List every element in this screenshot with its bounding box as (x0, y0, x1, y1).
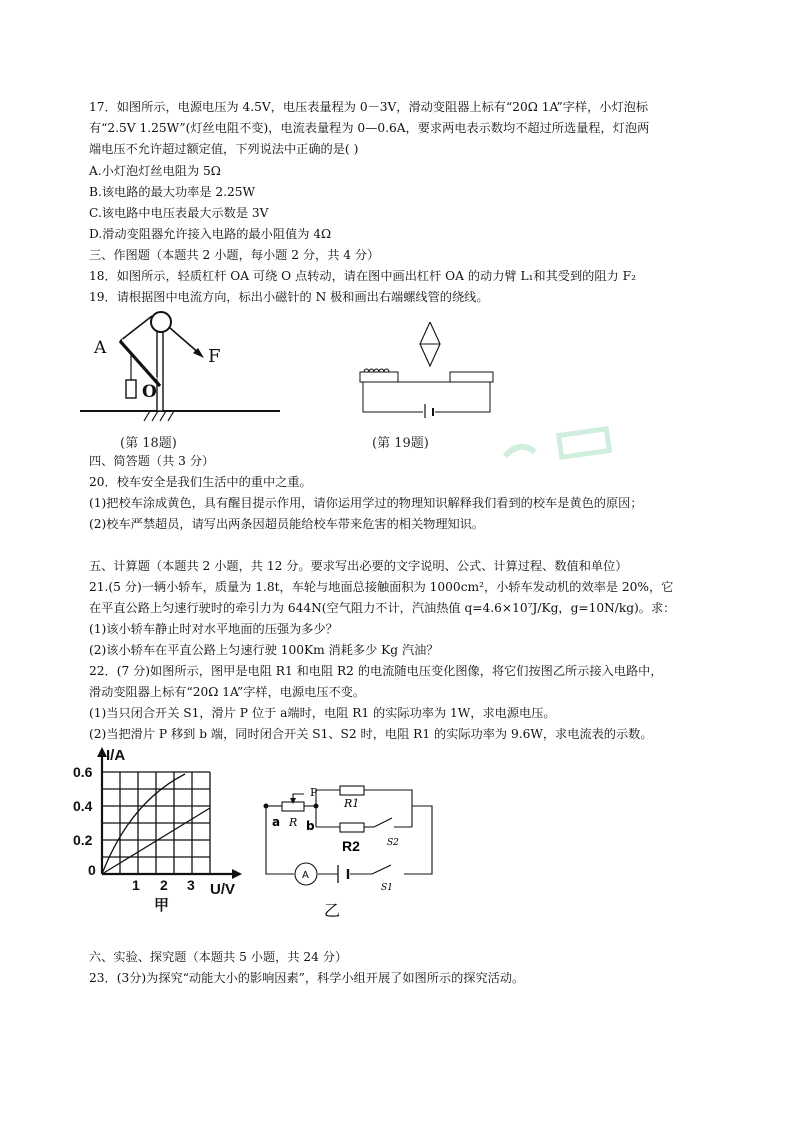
section-6-title: 六、实验、探究题（本题共 5 小题，共 24 分） (89, 950, 348, 964)
graph-ytick: 0.2 (73, 832, 93, 848)
section-3-title: 三、作图题（本题共 2 小题，每小题 2 分，共 4 分） (89, 248, 380, 262)
graph-ytick: 0.4 (73, 798, 93, 814)
figure-18-lever (80, 308, 280, 424)
q22-part2: (2)当把滑片 P 移到 b 端，同时闭合开关 S1、S2 时，电阻 R1 的实际功率为 9.6W，求电流表的示数。 (89, 727, 653, 741)
circuit-caption: 乙 (324, 901, 341, 920)
figure-18-caption: (第 18题) (120, 436, 177, 451)
circuit-label-b: b (306, 819, 315, 833)
q18-text: 18．如图所示，轻质杠杆 OA 可绕 O 点转动，请在图中画出杠杆 OA 的动力臂 L₁和其受到的阻力 F₂ (89, 269, 636, 283)
q23-text: 23．(3分)为探究“动能大小的影响因素”，科学小组开展了如图所示的探究活动。 (89, 971, 525, 985)
q19-text: 19．请根据图中电流方向，标出小磁针的 N 极和画出右端螺线管的绕线。 (89, 290, 489, 304)
graph-xtick: 1 (132, 877, 140, 893)
graph-xtick: 2 (160, 877, 168, 893)
q21-part1: (1)该小轿车静止时对水平地面的压强为多少？ (89, 622, 338, 636)
circuit-label-s2: S2 (387, 838, 399, 848)
circuit-label-r2: R2 (342, 838, 360, 854)
q22-part1: (1)当只闭合开关 S1，滑片 P 位于 a端时，电阻 R1 的实际功率为 1W，求电源电压。 (89, 706, 556, 720)
section-5-title: 五、计算题（本题共 2 小题，共 12 分。要求写出必要的文字说明、公式、计算过程、数值和单位） (89, 559, 628, 573)
circuit-label-a: a (272, 815, 281, 829)
q20-part1: (1)把校车涂成黄色，具有醒目提示作用，请你运用学过的物理知识解释我们看到的校车是黄色的原因； (89, 496, 643, 510)
watermark-logo (500, 424, 620, 464)
figure-19-solenoid (355, 322, 505, 418)
fig18-label-f: F (208, 346, 221, 367)
graph-jia (70, 744, 250, 914)
fig18-label-a: A (94, 338, 107, 358)
q21-line2: 在平直公路上匀速行驶时的牵引力为 644N(空气阻力不计，汽油热值 q=4.6×10⁷J/Kg，g=10N/kg)。求： (89, 601, 676, 615)
q17-option-a: A.小灯泡灯丝电阻为 5Ω (89, 164, 221, 178)
q21-part2: (2)该小轿车在平直公路上匀速行驶 100Km 消耗多少 Kg 汽油？ (89, 643, 439, 657)
q17-option-d: D.滑动变阻器允许接入电路的最小阻值为 4Ω (89, 227, 332, 241)
graph-caption: 甲 (154, 896, 170, 914)
q17-option-b: B.该电路的最大功率是 2.25W (89, 185, 256, 199)
q20-text: 20．校车安全是我们生活中的重中之重。 (89, 475, 312, 489)
q21-line1: 21.(5 分)一辆小轿车，质量为 1.8t，车轮与地面总接触面积为 1000cm²，小轿车发动机的效率是 20%，它 (89, 580, 674, 594)
fig18-label-o: O (142, 382, 157, 402)
q22-line2: 滑动变阻器上标有“20Ω 1A”字样，电源电压不变。 (89, 685, 366, 699)
ammeter-label: A (302, 870, 309, 881)
q17-line2: 有“2.5V 1.25W”(灯丝电阻不变)，电流表量程为 0—0.6A，要求两电表示数均不超过所选量程，灯泡两 (89, 121, 650, 135)
graph-xlabel: U/V (210, 881, 236, 898)
q17-line3: 端电压不允许超过额定值，下列说法中正确的是( ) (89, 142, 359, 156)
q20-part2: (2)校车严禁超员，请写出两条因超员能给校车带来危害的相关物理知识。 (89, 517, 485, 531)
section-4-title: 四、简答题（共 3 分） (89, 454, 215, 468)
circuit-label-s1: S1 (381, 883, 393, 893)
graph-xtick: 3 (187, 877, 195, 893)
circuit-label-p: P (310, 786, 318, 799)
circuit-label-r1: R1 (344, 797, 360, 810)
graph-origin: 0 (88, 862, 96, 878)
figure-19-caption: (第 19题) (372, 436, 429, 451)
circuit-yi (254, 782, 440, 920)
q17-line1: 17．如图所示，电源电压为 4.5V，电压表量程为 0－3V，滑动变阻器上标有“20Ω 1A”字样，小灯泡标 (89, 100, 649, 114)
q17-option-c: C.该电路中电压表最大示数是 3V (89, 206, 269, 220)
circuit-label-r: R (289, 816, 298, 829)
graph-ytick: 0.6 (73, 764, 93, 780)
graph-ylabel: I/A (106, 747, 126, 764)
q22-line1: 22．(7 分)如图所示，图甲是电阻 R1 和电阻 R2 的电流随电压变化图像，将它们按图乙所示接入电路中， (89, 664, 663, 678)
